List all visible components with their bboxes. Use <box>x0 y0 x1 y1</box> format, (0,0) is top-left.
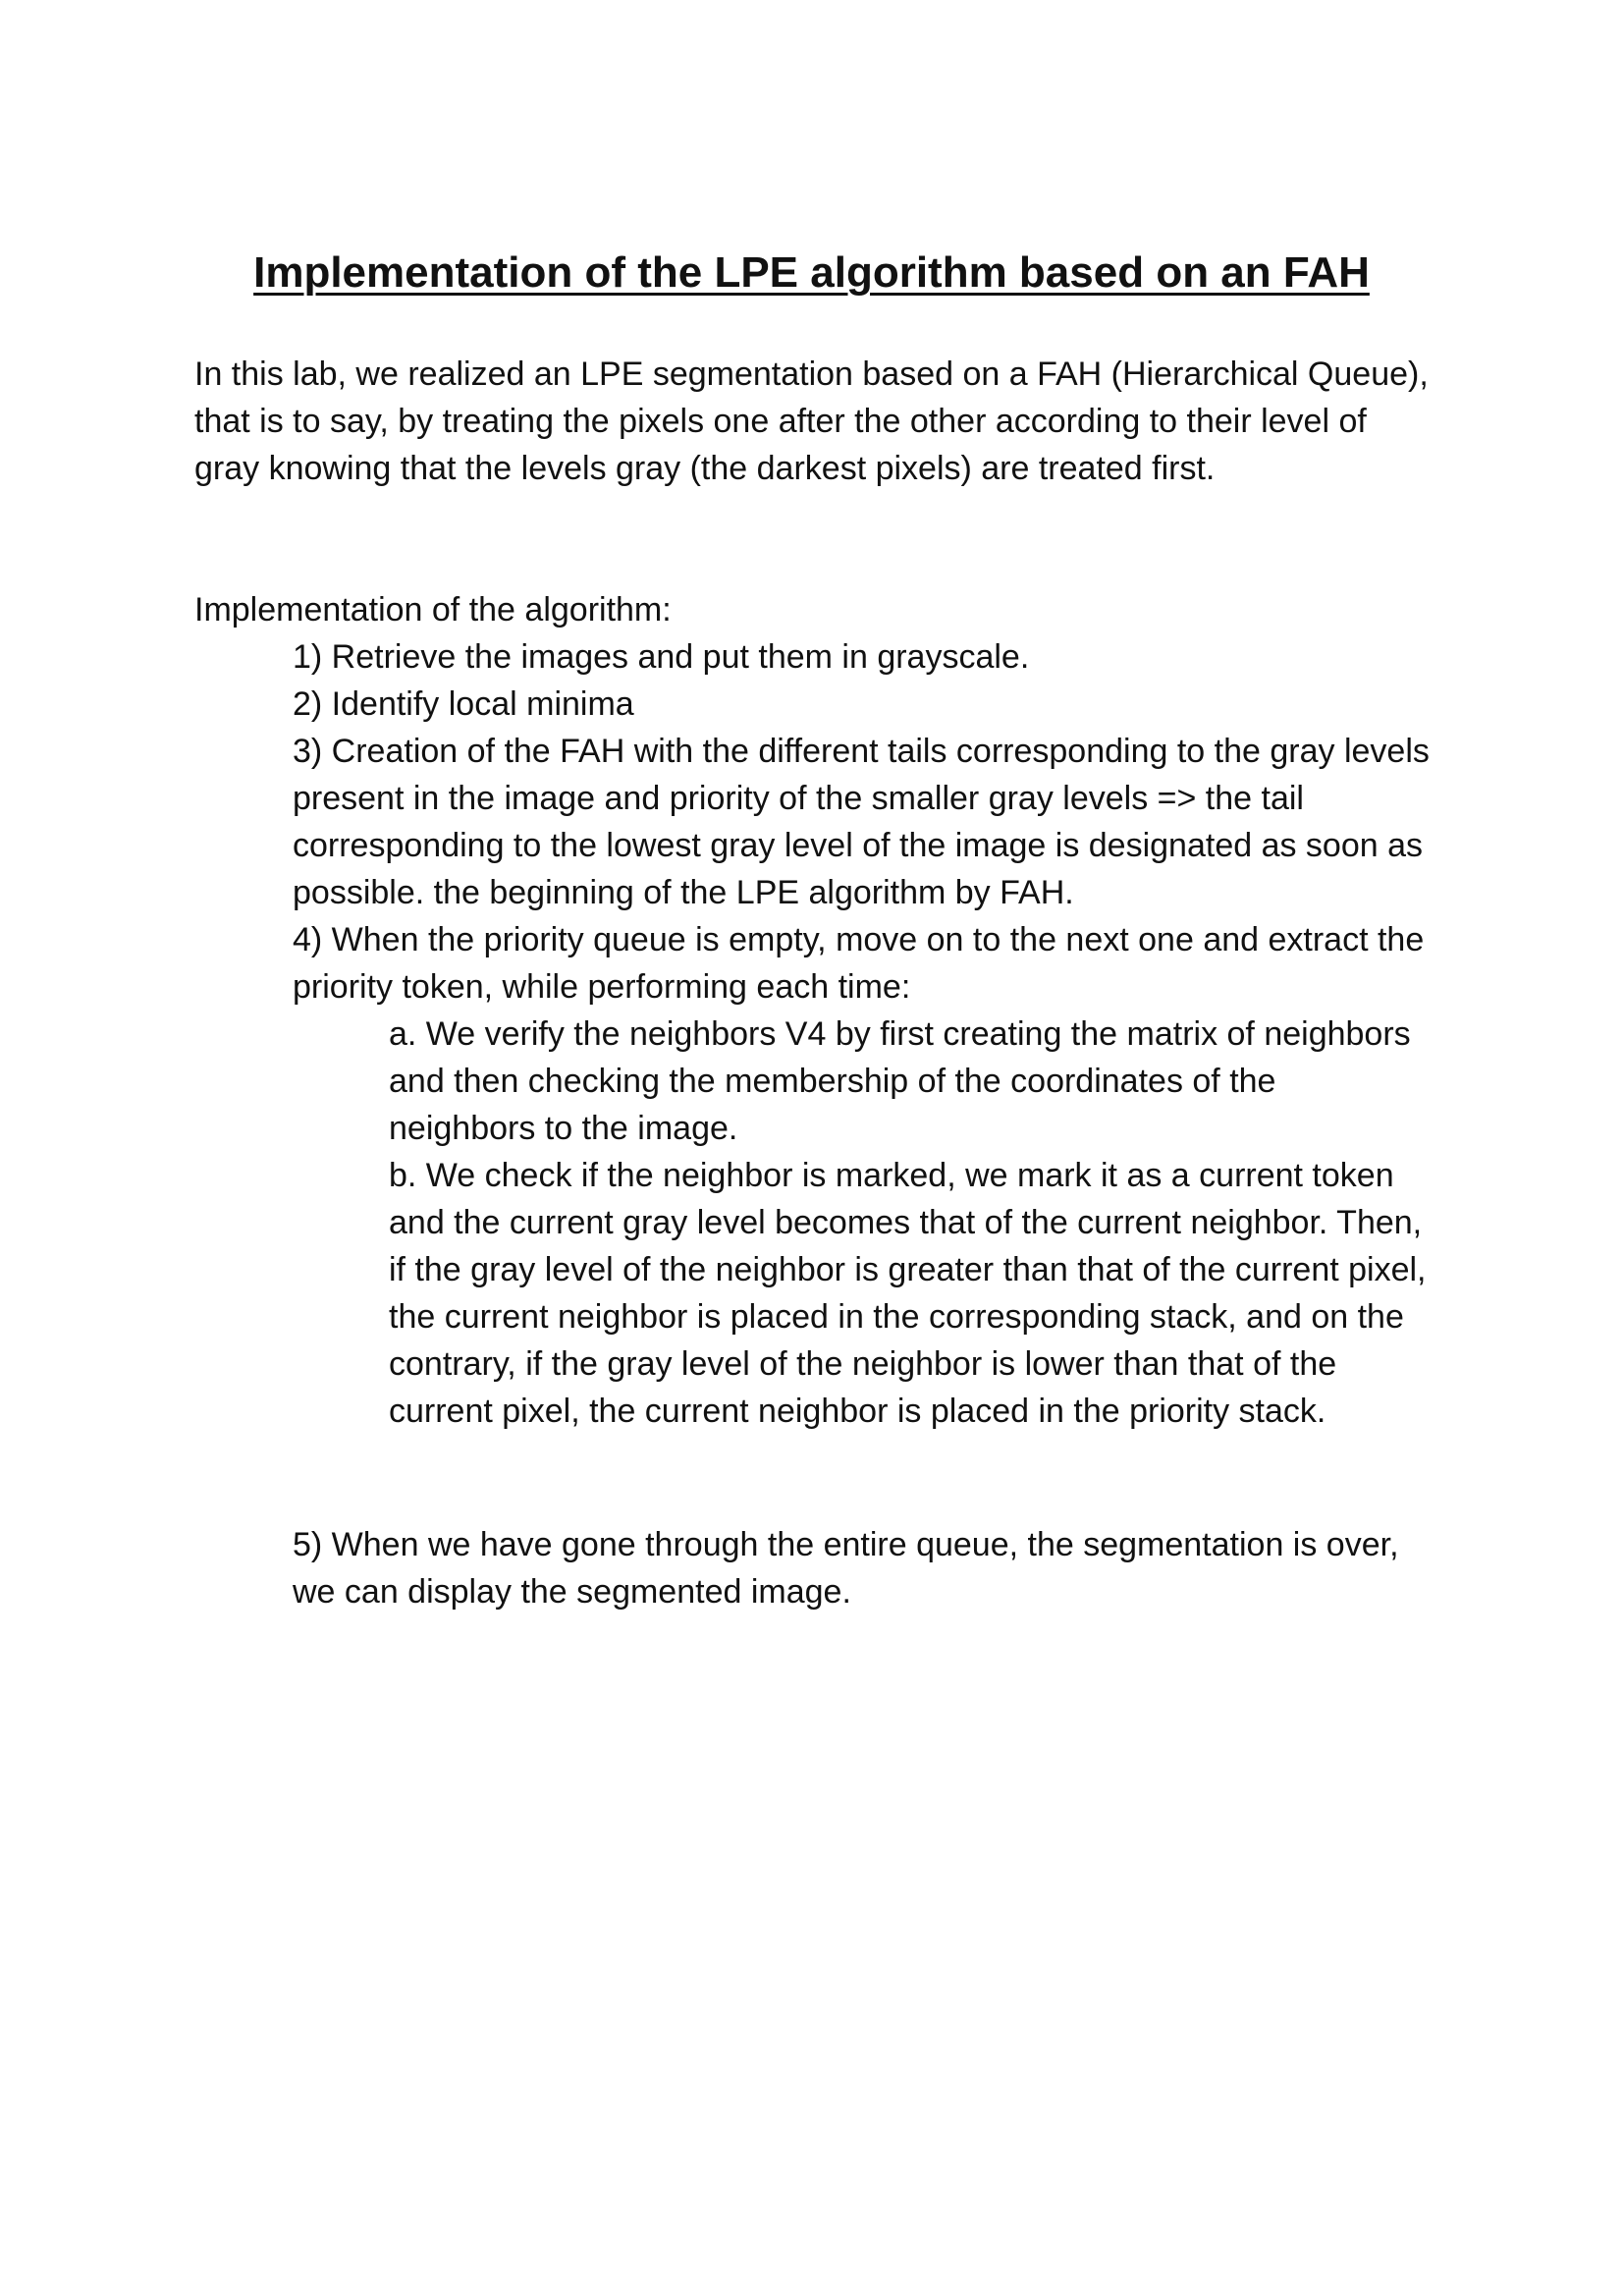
step-4-text: 4) When the priority queue is empty, move on to the next one and extract the priority token, while performing each time: <box>293 921 1425 1006</box>
substep-b: b. We check if the neighbor is marked, we mark it as a current token and the current gray level becomes that of the current neighbor. Then, if the gray level of the neighbor is greater than that of the current pixel, the current neighbor is placed in the corresponding stack, and on the contrary, if the gray level of the neighbor is lower than that of the current pixel, the current neighbor is placed in the priority stack. <box>389 1157 1427 1430</box>
substep-a: a. We verify the neighbors V4 by first creating the matrix of neighbors and then checking the membership of the coordinates of the neighbors to the image. <box>389 1015 1411 1147</box>
intro-paragraph: In this lab, we realized an LPE segmentation based on a FAH (Hierarchical Queue), that is to say, by treating the pixels one after the other according to their level of gray knowing that the levels gray (the darkest pixels) are treated first. <box>194 355 1429 487</box>
document-title: Implementation of the LPE algorithm based on an FAH <box>253 248 1370 297</box>
implementation-heading: Implementation of the algorithm: <box>194 591 672 629</box>
step-4 <box>293 916 1432 1435</box>
substeps-list <box>293 1011 1432 1435</box>
step-1: 1) Retrieve the images and put them in grayscale. <box>293 638 1030 676</box>
steps-list <box>293 633 1432 1435</box>
step-2: 2) Identify local minima <box>293 685 634 723</box>
step-3: 3) Creation of the FAH with the different tails corresponding to the gray levels present in the image and priority of the smaller gray levels => the tail corresponding to the lowest gray level of the image is designated as soon as possible. the beginning of the LPE algorithm by FAH. <box>293 733 1430 911</box>
step-5: 5) When we have gone through the entire queue, the segmentation is over, we can display the segmented image. <box>293 1526 1399 1611</box>
